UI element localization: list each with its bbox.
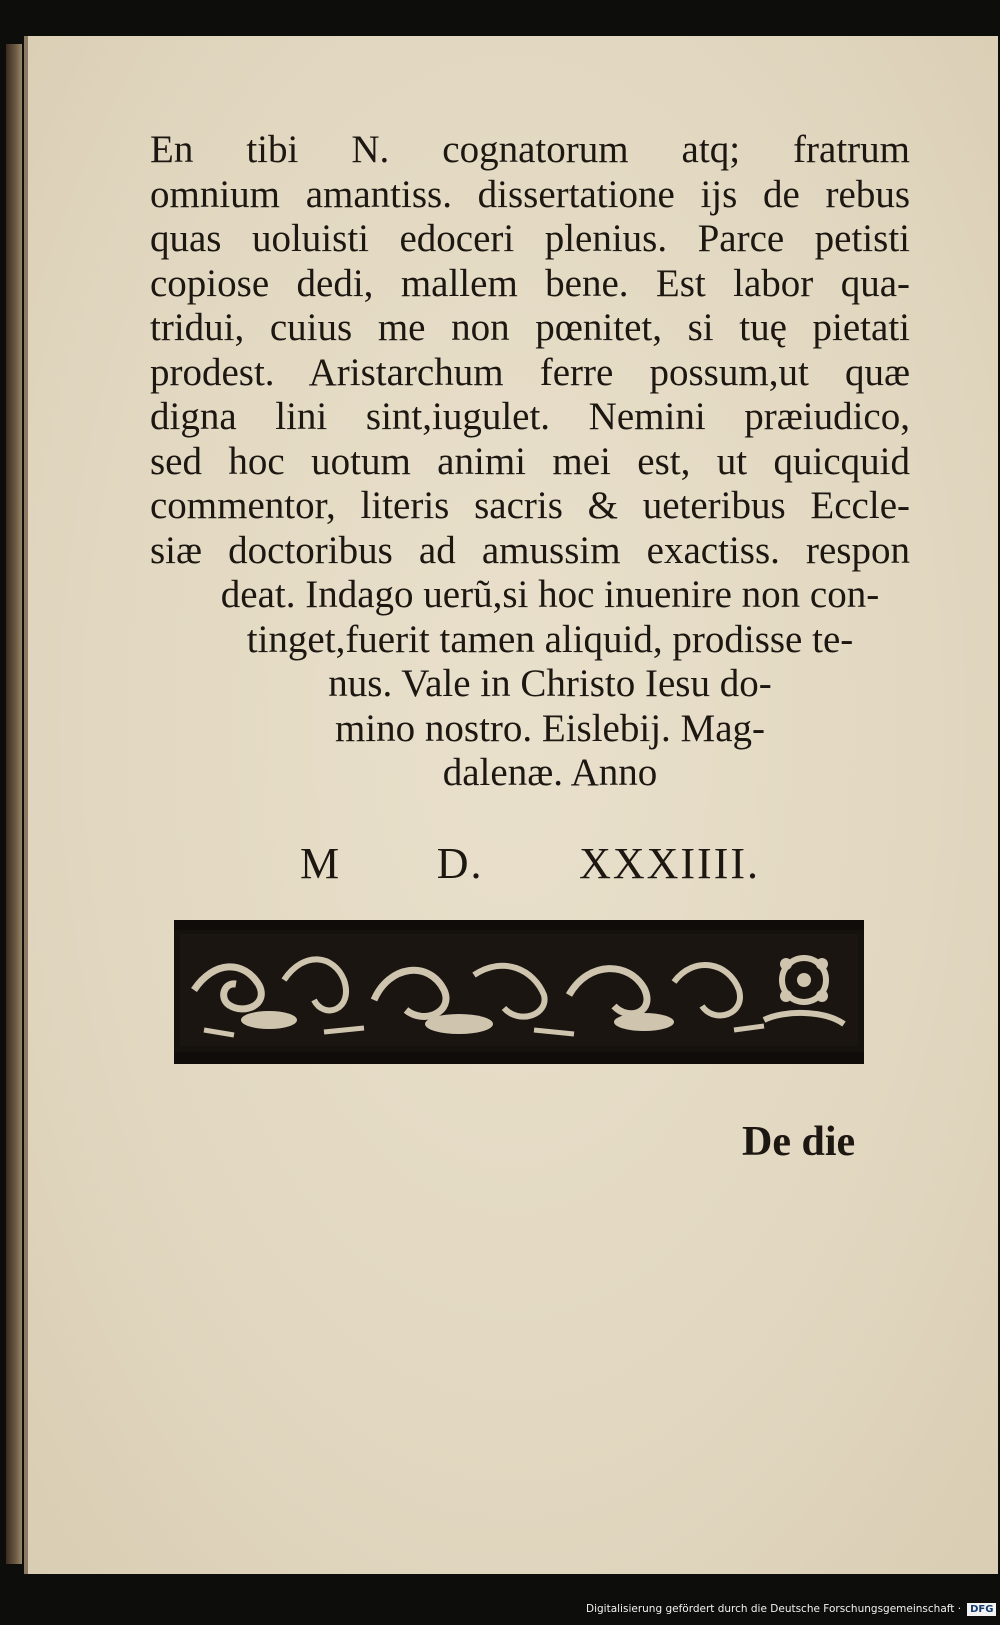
text-line: dalenæ. Anno [442,751,658,794]
letter-text [150,128,910,796]
text-line: prodest. Aristarchum ferre possum,ut quæ [150,350,910,394]
ornament-graphic [174,920,864,1064]
credit-text: Digitalisierung gefördert durch die Deutsche Forschungsgemeinschaft · [586,1603,962,1615]
text-line: omnium amantiss. dissertatione ijs de rebus [150,172,910,216]
text-line: En tibi N. cognatorum atq; fratrum [150,128,910,171]
text-line: digna lini sint,iugulet. Nemini præiudico, [150,395,910,438]
year-part: D. [436,839,484,888]
dfg-logo: DFG [967,1603,996,1616]
text-line: nus. Vale in Christo Iesu do- [328,662,772,705]
text-line: tridui, cuius me non pœnitet, si tuę pietati [150,306,910,349]
text-line: commentor, literis sacris & ueteribus Eccle- [150,484,910,527]
text-line: tinget,fuerit tamen aliquid, prodisse te- [246,617,854,661]
book-fore-edge [6,44,22,1564]
digitization-credit [586,1598,996,1620]
woodcut-ornament-border [174,920,864,1064]
text-line: quas uoluisti edoceri plenius. Parce petisti [150,217,910,260]
text-line: siæ doctoribus ad amussim exactiss. respon [150,528,910,572]
year-part: M [300,839,342,888]
year-line [300,838,760,889]
text-line: mino nostro. Eislebij. Mag- [334,706,766,750]
catchword: De die [742,1119,856,1165]
text-line: copiose dedi, mallem bene. Est labor qua- [150,261,910,305]
text-line: deat. Indago uerũ,si hoc inuenire non con- [220,573,880,616]
year-part: XXXIIII. [579,839,760,888]
text-line: sed hoc uotum animi mei est, ut quicquid [150,439,910,483]
